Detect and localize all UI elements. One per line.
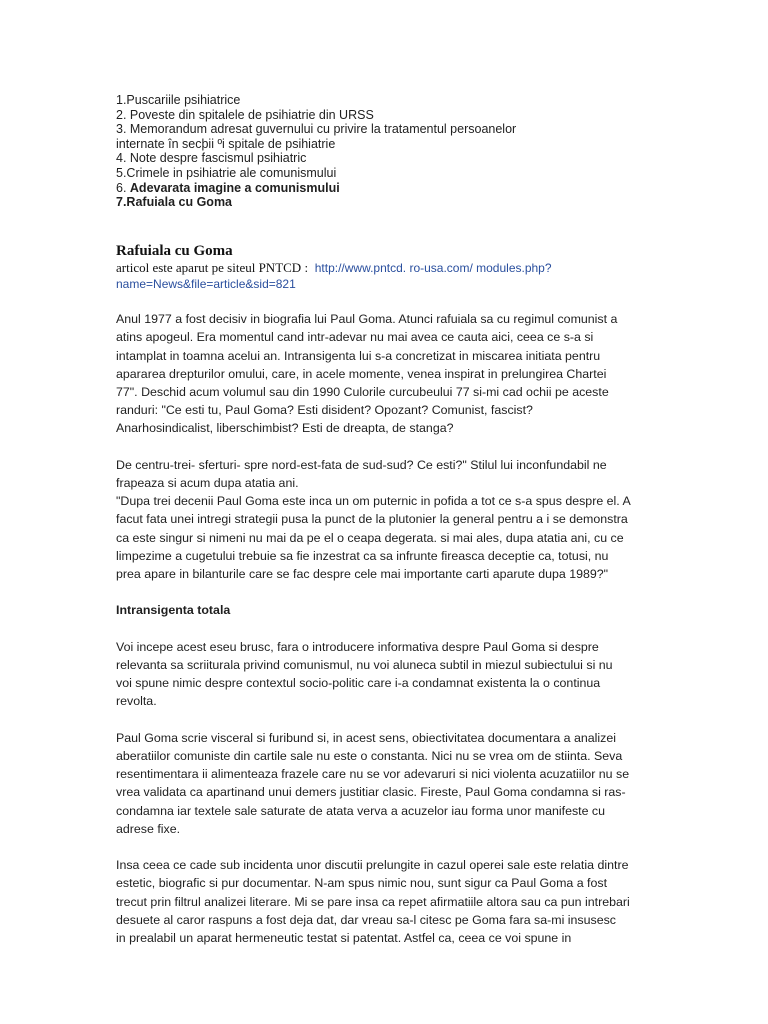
- text-line: vrea validata ca apartinand unui demers justitiar clasic. Fireste, Paul Goma condamna si ras-: [116, 785, 626, 800]
- section-heading: Intransigenta totala: [116, 603, 231, 618]
- text-line: relevanta sa scriiturala privind comunismul, nu voi aluneca subtil in miezul subiectului si nu: [116, 658, 613, 672]
- text-line: 77". Deschid acum volumul sau din 1990 Culorile curcubeului 77 si-mi cad ochii pe aceste: [116, 385, 609, 399]
- article-title: Rafuiala cu Goma: [116, 243, 233, 259]
- text-line: prea apare in bilanturile care se fac despre cele mai importante carti aparute dupa 1989?": [116, 567, 609, 582]
- table-of-contents: [116, 93, 516, 210]
- article-source: [116, 260, 661, 292]
- text-line: estetic, biografic si pur documentar. N-am spus nimic nou, sunt sigur ca Paul Goma a fost: [116, 876, 608, 891]
- text-line: trecut prin filtrul analizei literare. Mi se pare insa ca repet afirmatiile altora sau ca pun intrebari: [116, 894, 630, 909]
- article-body: [116, 310, 661, 947]
- article: [116, 242, 661, 947]
- paragraph-1: [116, 310, 661, 437]
- text-line: facut fata unei intregi strategii pusa la punct de la plutonier la general pentru a i se demonstra: [116, 512, 628, 527]
- text-line: apararea drepturilor omului, care, in acele momente, venea inspirat in prelungirea Chartei: [116, 366, 607, 381]
- source-label: articol este aparut pe siteul PNTCD :: [116, 260, 309, 275]
- text-line: atins apogeul. Era momentul cand intr-adevar nu mai avea ce cauta aici, ceea ce s-a si: [116, 330, 594, 345]
- toc-item-1[interactable]: 1.Puscariile psihiatrice: [116, 93, 241, 107]
- toc-item-3-continued[interactable]: internate în secþii ºi spitale de psihiatrie: [116, 136, 336, 151]
- paragraph-2: [116, 456, 661, 583]
- toc-item-2[interactable]: 2. Poveste din spitalele de psihiatrie din URSS: [116, 107, 374, 122]
- text-line: aberatiilor comuniste din cartile sale nu este o constanta. Nici nu se vrea om de stiinta. Seva: [116, 749, 623, 763]
- toc-item-5[interactable]: 5.Crimele in psihiatrie ale comunismului: [116, 165, 337, 180]
- text-line: De centru-trei- sferturi- spre nord-est-fata de sud-sud? Ce esti?" Stilul lui inconfundabil ne: [116, 457, 607, 472]
- text-line: intamplat in toamna acelui an. Intransigenta lui s-a concretizat in miscarea initiata pentru: [116, 348, 601, 363]
- text-line: Anul 1977 a fost decisiv in biografia lui Paul Goma. Atunci rafuiala sa cu regimul comunist a: [116, 312, 618, 327]
- text-line: desuete al caror raspuns a fost deja dat, dar vreau sa-l citesc pe Goma fara sa-mi insusesc: [116, 912, 616, 927]
- paragraph-3: [116, 638, 661, 711]
- source-link-line1[interactable]: http://www.pntcd. ro-usa.com/ modules.php?: [314, 261, 552, 275]
- source-link-line2[interactable]: name=News&file=article&sid=821: [116, 277, 296, 291]
- text-line: in prealabil un aparat hermeneutic testat si patentat. Astfel ca, ceea ce voi spune in: [116, 931, 572, 946]
- text-line: Paul Goma scrie visceral si furibund si, in acest sens, obiectivitatea documentara a analizei: [116, 730, 616, 745]
- toc-item-6[interactable]: [116, 181, 516, 196]
- text-line: randuri: "Ce esti tu, Paul Goma? Esti disident? Opozant? Comunist, fascist?: [116, 403, 533, 418]
- toc-item-6-label: Adevarata imagine a comunismului: [129, 180, 340, 195]
- paragraph-4: [116, 729, 661, 838]
- text-line: ca este singur si nimeni nu mai da pe el o ceapa degerata. si mai ales, dupa atatia ani, cu ce: [116, 530, 624, 545]
- toc-item-6-number: 6.: [116, 180, 130, 195]
- text-line: Insa ceea ce cade sub incidenta unor discutii prelungite in cazul operei sale este relatia dintre: [116, 858, 629, 873]
- text-line: frapeaza si acum dupa atatia ani.: [116, 476, 299, 490]
- text-line: Voi incepe acest eseu brusc, fara o introducere informativa despre Paul Goma si despre: [116, 639, 599, 654]
- text-line: limpezime a cugetului trebuie sa fie inzestrat ca sa infrunte fireasca deceptie ca, totusi, nu: [116, 548, 609, 563]
- text-line: condamna iar textele sale saturate de atata verva a acuzelor iau forma unor manifeste cu: [116, 803, 606, 818]
- paragraph-5: [116, 856, 661, 947]
- toc-item-4[interactable]: 4. Note despre fascismul psihiatric: [116, 151, 307, 166]
- toc-item-7[interactable]: 7.Rafuiala cu Goma: [116, 195, 233, 210]
- text-line: "Dupa trei decenii Paul Goma este inca un om puternic in pofida a tot ce s-a spus despre el. A: [116, 494, 631, 509]
- text-line: resentimentara ii alimenteaza frazele care nu se vor adevaruri si nici violenta acuzatiilor nu se: [116, 767, 630, 782]
- text-line: voi spune nimic despre contextul socio-politic care i-a condamnat existenta la o continua: [116, 676, 601, 691]
- text-line: adrese fixe.: [116, 821, 181, 836]
- text-line: revolta.: [116, 694, 157, 709]
- text-line: Anarhosindicalist, liberschimbist? Esti de dreapta, de stanga?: [116, 421, 454, 436]
- toc-item-3[interactable]: 3. Memorandum adresat guvernului cu privire la tratamentul persoanelor: [116, 122, 517, 137]
